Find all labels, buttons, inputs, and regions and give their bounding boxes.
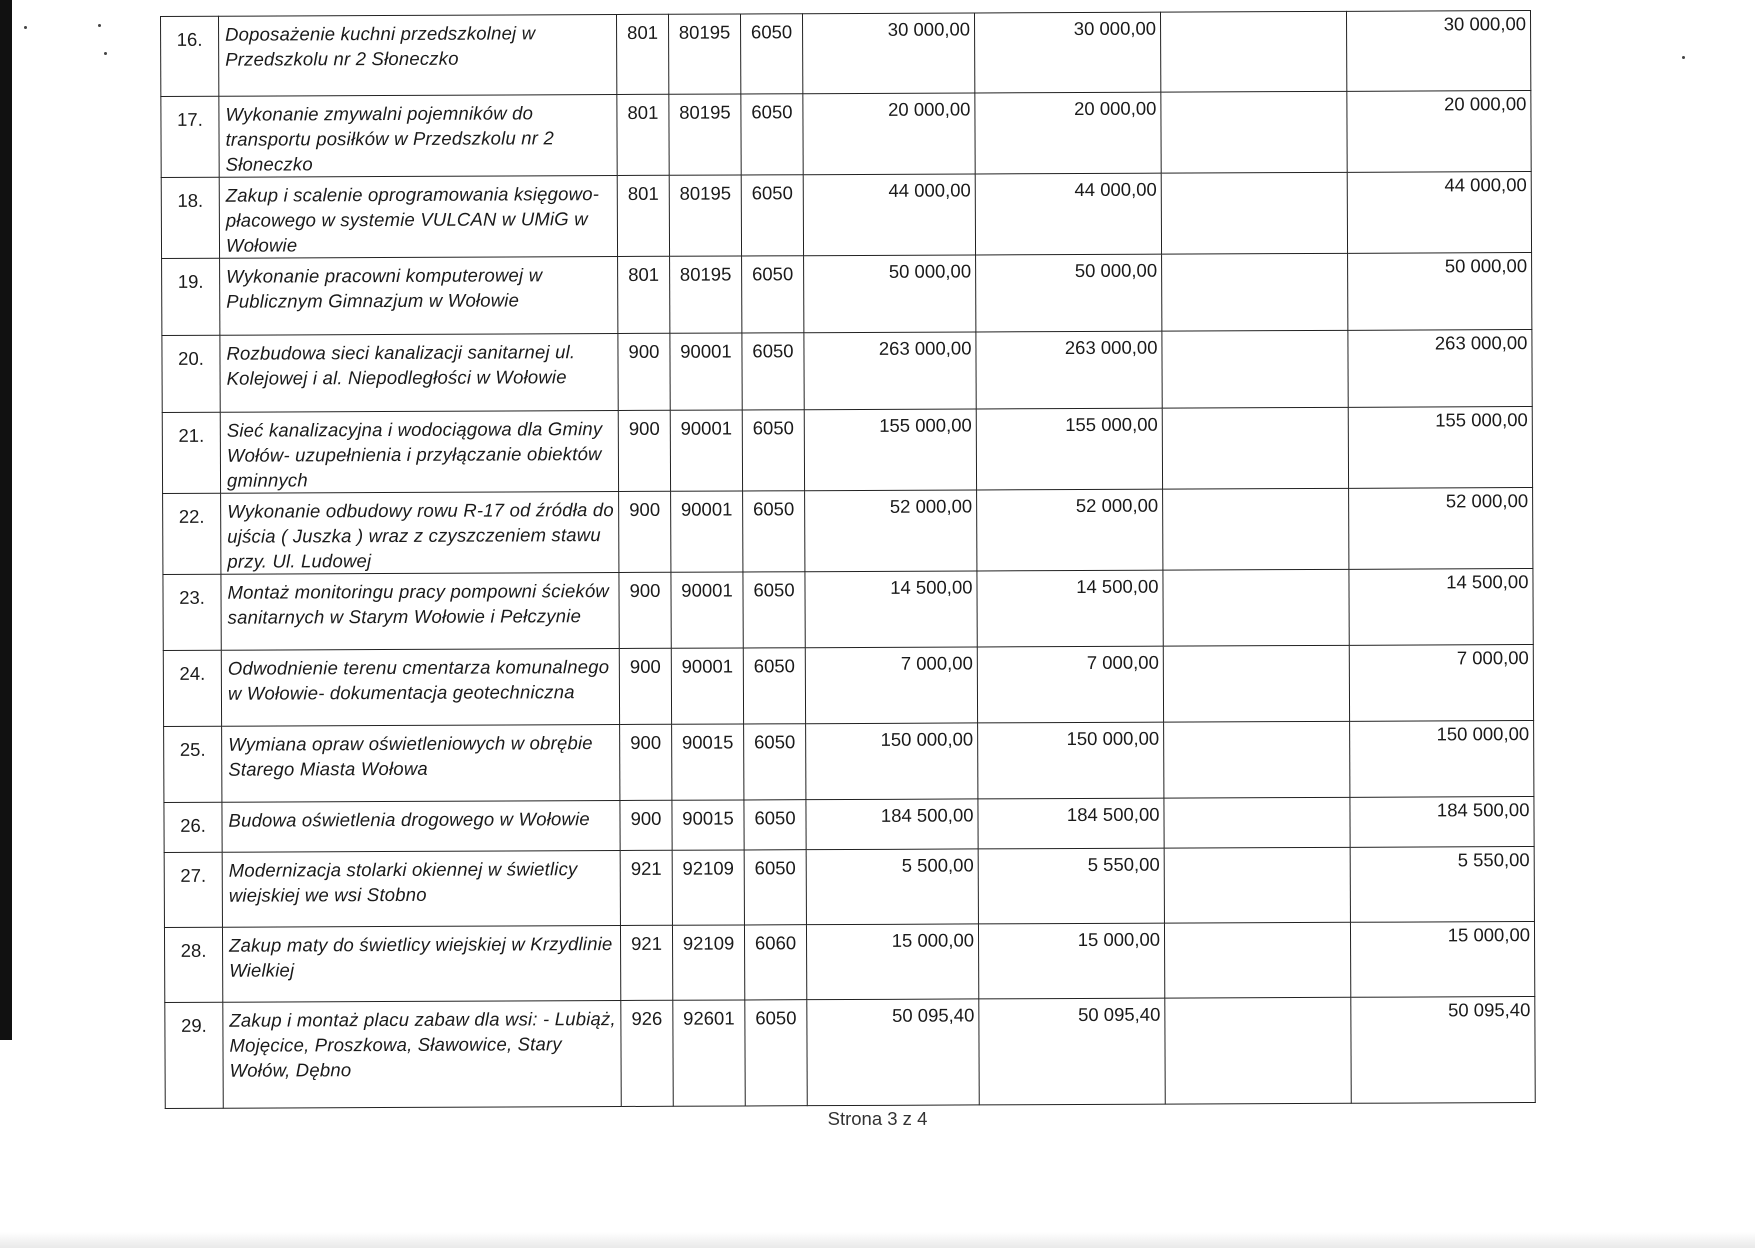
rozdzial-code: 80195 [670, 256, 742, 333]
amount-budget: 184 500,00 [1350, 797, 1534, 848]
task-name: Sieć kanalizacyjna i wodociągowa dla Gminy Wołów- uzupełnienia i przyłączanie obiektów gminnych [220, 411, 618, 494]
amount-total: 50 000,00 [804, 255, 976, 333]
dzial-code: 801 [617, 94, 669, 175]
dzial-code: 900 [620, 800, 672, 850]
table-row [163, 569, 1533, 651]
page-number: Strona 3 z 4 [827, 1108, 928, 1129]
amount-plan: 184 500,00 [978, 798, 1164, 849]
table-row [161, 91, 1531, 178]
paragraf-code: 6050 [743, 572, 805, 648]
dzial-code: 900 [618, 333, 670, 410]
rozdzial-code: 92109 [672, 925, 744, 1000]
row-number: 24. [163, 650, 221, 726]
amount-total: 7 000,00 [805, 647, 977, 724]
amount-empty [1161, 172, 1347, 254]
scan-speck [104, 52, 107, 55]
rozdzial-code: 90001 [671, 491, 743, 572]
amount-plan: 150 000,00 [978, 722, 1164, 799]
rozdzial-code: 90015 [672, 724, 744, 800]
scan-shadow-left [0, 0, 12, 1040]
amount-budget: 155 000,00 [1348, 407, 1532, 489]
dzial-code: 801 [617, 175, 669, 256]
amount-total: 155 000,00 [804, 409, 976, 491]
dzial-code: 801 [618, 256, 670, 333]
amount-budget: 14 500,00 [1349, 569, 1533, 646]
amount-empty [1162, 253, 1348, 331]
table-row [163, 488, 1533, 575]
row-number: 26. [164, 802, 222, 852]
amount-plan: 263 000,00 [976, 331, 1162, 409]
amount-plan: 50 000,00 [976, 254, 1162, 332]
table-sheet [160, 10, 1536, 1109]
task-name: Montaż monitoringu pracy pompowni ścieków sanitarnych w Starym Wołowie i Pełczynie [221, 573, 619, 651]
task-name: Modernizacja stolarki okiennej w świetlicy wiejskiej we wsi Stobno [222, 851, 620, 928]
amount-empty [1164, 721, 1350, 798]
amount-total: 50 095,40 [807, 999, 979, 1106]
paragraf-code: 6050 [742, 256, 804, 333]
row-number: 20. [162, 335, 220, 412]
row-number: 17. [161, 96, 219, 177]
amount-budget: 150 000,00 [1350, 721, 1534, 798]
amount-total: 263 000,00 [804, 332, 976, 410]
amount-total: 44 000,00 [803, 174, 975, 256]
task-name: Odwodnienie terenu cmentarza komunalnego w Wołowie- dokumentacja geotechniczna [221, 649, 619, 727]
task-name: Zakup i montaż placu zabaw dla wsi: - Lubiąż, Mojęcice, Proszkowa, Sławowice, Stary Wołów, Dębno [223, 1000, 621, 1108]
task-name: Budowa oświetlenia drogowego w Wołowie [222, 801, 620, 853]
task-name: Wykonanie zmywalni pojemników do transportu posiłków w Przedszkolu nr 2 Słoneczko [219, 95, 617, 178]
amount-empty [1165, 997, 1351, 1104]
dzial-code: 900 [619, 572, 671, 648]
rozdzial-code: 90001 [670, 333, 742, 410]
amount-empty [1163, 645, 1349, 722]
rozdzial-code: 90001 [671, 648, 743, 724]
scan-shadow-bottom [0, 1232, 1755, 1248]
amount-empty [1162, 330, 1348, 408]
amount-budget: 30 000,00 [1346, 11, 1530, 92]
row-number: 29. [165, 1002, 223, 1108]
task-name: Wykonanie odbudowy rowu R-17 od źródła do ujścia ( Juszka ) wraz z czyszczeniem stawu przy. Ul. Ludowej [221, 492, 619, 575]
dzial-code: 900 [618, 410, 670, 491]
task-name: Zakup i scalenie oprogramowania księgowo- płacowego w systemie VULCAN w UMiG w Wołowie [219, 176, 617, 259]
scan-speck [24, 26, 27, 29]
amount-total: 52 000,00 [805, 490, 977, 572]
table-row [161, 11, 1531, 97]
amount-empty [1164, 797, 1350, 848]
amount-empty [1160, 11, 1346, 92]
rozdzial-code: 92109 [672, 850, 744, 925]
dzial-code: 921 [620, 850, 672, 925]
scan-speck [98, 24, 101, 27]
amount-empty [1162, 407, 1348, 489]
table-body [161, 11, 1536, 1109]
amount-empty [1164, 847, 1350, 923]
task-name: Doposażenie kuchni przedszkolnej w Przedszkolu nr 2 Słoneczko [219, 15, 617, 97]
amount-plan: 5 550,00 [978, 848, 1164, 924]
paragraf-code: 6050 [744, 800, 806, 850]
rozdzial-code: 90001 [670, 410, 742, 491]
paragraf-code: 6050 [744, 724, 806, 800]
amount-empty [1163, 569, 1349, 646]
amount-budget: 5 550,00 [1350, 847, 1534, 923]
amount-plan: 44 000,00 [975, 173, 1161, 255]
table-row [162, 330, 1532, 413]
row-number: 25. [164, 726, 222, 802]
dzial-code: 926 [621, 1000, 673, 1106]
amount-budget: 52 000,00 [1349, 488, 1533, 570]
paragraf-code: 6050 [740, 14, 802, 94]
dzial-code: 900 [619, 491, 671, 572]
amount-plan: 20 000,00 [975, 92, 1161, 174]
paragraf-code: 6050 [741, 175, 803, 256]
amount-total: 20 000,00 [803, 93, 975, 175]
amount-total: 184 500,00 [806, 799, 978, 850]
paragraf-code: 6050 [742, 410, 804, 491]
paragraf-code: 6050 [741, 94, 803, 175]
amount-total: 150 000,00 [806, 723, 978, 800]
table-row [165, 997, 1535, 1109]
table-row [162, 407, 1532, 494]
row-number: 22. [163, 493, 221, 574]
amount-plan: 52 000,00 [977, 489, 1163, 571]
table-row [164, 847, 1534, 928]
table-row [164, 922, 1534, 1003]
paragraf-code: 6050 [744, 850, 806, 925]
paragraf-code: 6050 [742, 333, 804, 410]
dzial-code: 900 [619, 648, 671, 724]
investment-table [160, 10, 1536, 1109]
row-number: 21. [162, 412, 220, 493]
scan-speck [1682, 56, 1685, 59]
dzial-code: 921 [620, 925, 672, 1000]
table-row [162, 253, 1532, 336]
table-row [164, 721, 1534, 803]
rozdzial-code: 80195 [669, 94, 741, 175]
paragraf-code: 6050 [743, 491, 805, 572]
rozdzial-code: 90001 [671, 572, 743, 648]
amount-empty [1161, 91, 1347, 173]
amount-total: 30 000,00 [802, 13, 974, 94]
amount-budget: 15 000,00 [1350, 922, 1534, 998]
amount-total: 5 500,00 [806, 849, 978, 925]
amount-budget: 44 000,00 [1347, 172, 1531, 254]
amount-total: 14 500,00 [805, 571, 977, 648]
rozdzial-code: 80195 [669, 175, 741, 256]
amount-budget: 50 095,40 [1351, 997, 1535, 1104]
amount-empty [1163, 488, 1349, 570]
rozdzial-code: 90015 [672, 800, 744, 850]
amount-plan: 30 000,00 [974, 12, 1160, 93]
row-number: 28. [164, 927, 222, 1002]
task-name: Wymiana opraw oświetleniowych w obrębie Starego Miasta Wołowa [222, 725, 620, 803]
amount-budget: 50 000,00 [1348, 253, 1532, 331]
row-number: 19. [162, 258, 220, 335]
amount-plan: 15 000,00 [978, 923, 1164, 999]
row-number: 18. [161, 177, 219, 258]
dzial-code: 801 [616, 14, 668, 94]
dzial-code: 900 [620, 724, 672, 800]
row-number: 16. [161, 16, 219, 96]
paragraf-code: 6050 [745, 1000, 807, 1106]
paragraf-code: 6050 [743, 648, 805, 724]
paragraf-code: 6060 [744, 925, 806, 1000]
amount-budget: 7 000,00 [1349, 645, 1533, 722]
task-name: Zakup maty do świetlicy wiejskiej w Krzydlinie Wielkiej [222, 925, 620, 1002]
row-number: 27. [164, 852, 222, 927]
row-number: 23. [163, 574, 221, 650]
amount-empty [1164, 922, 1350, 998]
table-row [164, 797, 1534, 853]
task-name: Rozbudowa sieci kanalizacji sanitarnej ul. Kolejowej i al. Niepodległości w Wołowie [220, 334, 618, 413]
table-row [161, 172, 1531, 259]
rozdzial-code: 80195 [668, 14, 740, 94]
task-name: Wykonanie pracowni komputerowej w Publicznym Gimnazjum w Wołowie [220, 257, 618, 336]
amount-plan: 50 095,40 [979, 998, 1165, 1105]
rozdzial-code: 92601 [673, 1000, 745, 1106]
amount-plan: 155 000,00 [976, 408, 1162, 490]
table-row [163, 645, 1533, 727]
amount-budget: 20 000,00 [1347, 91, 1531, 173]
amount-total: 15 000,00 [806, 924, 978, 1000]
amount-plan: 7 000,00 [977, 646, 1163, 723]
amount-plan: 14 500,00 [977, 570, 1163, 647]
amount-budget: 263 000,00 [1348, 330, 1532, 408]
